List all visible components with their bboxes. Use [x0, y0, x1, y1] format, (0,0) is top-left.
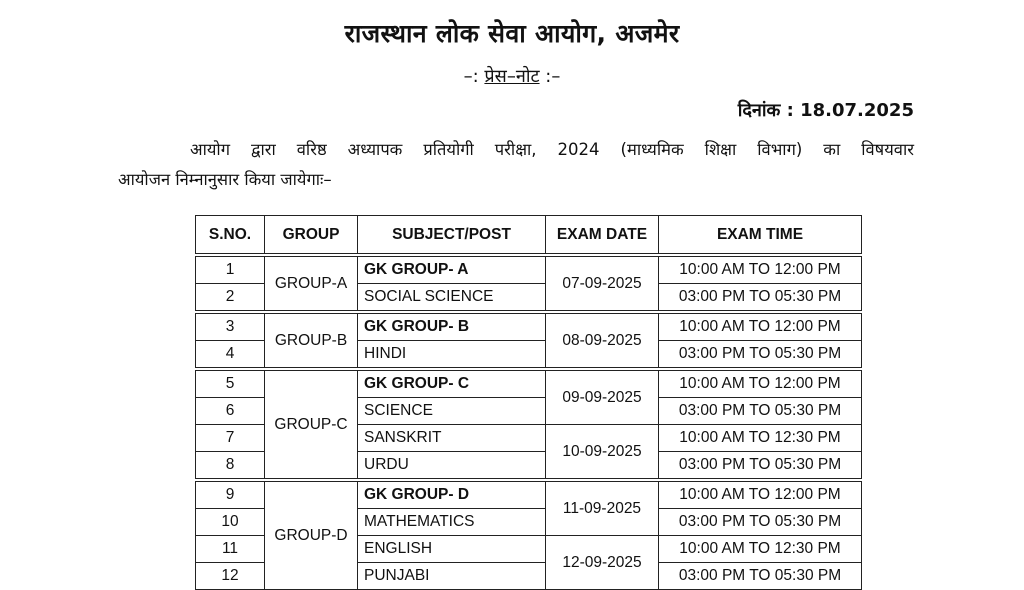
subject-cell: SCIENCE	[358, 398, 546, 425]
sno-cell: 12	[196, 563, 265, 590]
exam-date-cell: 11-09-2025	[546, 480, 659, 536]
exam-date-cell: 12-09-2025	[546, 536, 659, 590]
exam-time-cell: 03:00 PM TO 05:30 PM	[659, 398, 862, 425]
exam-time-cell: 03:00 PM TO 05:30 PM	[659, 452, 862, 481]
group-cell: GROUP-A	[265, 255, 358, 312]
press-note-heading: –: प्रेस–नोट :–	[463, 66, 561, 87]
exam-date-cell: 08-09-2025	[546, 312, 659, 369]
exam-time-cell: 03:00 PM TO 05:30 PM	[659, 509, 862, 536]
subject-cell: ENGLISH	[358, 536, 546, 563]
exam-time-cell: 10:00 AM TO 12:00 PM	[659, 255, 862, 284]
exam-time-cell: 10:00 AM TO 12:00 PM	[659, 369, 862, 398]
issue-date: दिनांक : 18.07.2025	[737, 100, 914, 121]
exam-date-cell: 07-09-2025	[546, 255, 659, 312]
subject-cell: MATHEMATICS	[358, 509, 546, 536]
sno-cell: 10	[196, 509, 265, 536]
group-cell: GROUP-D	[265, 480, 358, 590]
sno-cell: 2	[196, 284, 265, 313]
exam-time-cell: 03:00 PM TO 05:30 PM	[659, 563, 862, 590]
col-header-exam-date: EXAM DATE	[546, 216, 659, 256]
sno-cell: 4	[196, 341, 265, 370]
subject-cell: URDU	[358, 452, 546, 481]
exam-time-cell: 03:00 PM TO 05:30 PM	[659, 341, 862, 370]
sno-cell: 7	[196, 425, 265, 452]
col-header-sno: S.NO.	[196, 216, 265, 256]
sno-cell: 11	[196, 536, 265, 563]
intro-paragraph	[118, 135, 914, 195]
sno-cell: 5	[196, 369, 265, 398]
subject-cell: GK GROUP- D	[358, 480, 546, 509]
exam-time-cell: 10:00 AM TO 12:30 PM	[659, 536, 862, 563]
exam-time-cell: 10:00 AM TO 12:30 PM	[659, 425, 862, 452]
table-header-row	[196, 216, 862, 256]
col-header-subject: SUBJECT/POST	[358, 216, 546, 256]
subject-cell: SOCIAL SCIENCE	[358, 284, 546, 313]
col-header-group: GROUP	[265, 216, 358, 256]
sno-cell: 3	[196, 312, 265, 341]
table-row	[196, 369, 862, 398]
sno-cell: 6	[196, 398, 265, 425]
table-row	[196, 480, 862, 509]
press-note-label: प्रेस–नोट	[484, 66, 540, 87]
exam-time-cell: 10:00 AM TO 12:00 PM	[659, 480, 862, 509]
table-row	[196, 312, 862, 341]
subject-cell: GK GROUP- A	[358, 255, 546, 284]
exam-date-cell: 10-09-2025	[546, 425, 659, 481]
intro-line-2: आयोजन निम्नानुसार किया जायेगाः–	[118, 170, 332, 189]
sno-cell: 8	[196, 452, 265, 481]
intro-line-1: आयोग द्वारा वरिष्ठ अध्यापक प्रतियोगी परीक्षा, 2024 (माध्यमिक शिक्षा विभाग) का विषयवार	[190, 140, 914, 159]
subject-cell: GK GROUP- C	[358, 369, 546, 398]
document-title: राजस्थान लोक सेवा आयोग, अजमेर	[344, 19, 680, 48]
table-row	[196, 255, 862, 284]
subject-cell: PUNJABI	[358, 563, 546, 590]
subject-cell: GK GROUP- B	[358, 312, 546, 341]
exam-time-cell: 10:00 AM TO 12:00 PM	[659, 312, 862, 341]
col-header-exam-time: EXAM TIME	[659, 216, 862, 256]
sno-cell: 1	[196, 255, 265, 284]
subject-cell: HINDI	[358, 341, 546, 370]
exam-time-cell: 03:00 PM TO 05:30 PM	[659, 284, 862, 313]
exam-schedule-table	[195, 215, 862, 590]
group-cell: GROUP-C	[265, 369, 358, 480]
subject-cell: SANSKRIT	[358, 425, 546, 452]
group-cell: GROUP-B	[265, 312, 358, 369]
sno-cell: 9	[196, 480, 265, 509]
exam-date-cell: 09-09-2025	[546, 369, 659, 425]
